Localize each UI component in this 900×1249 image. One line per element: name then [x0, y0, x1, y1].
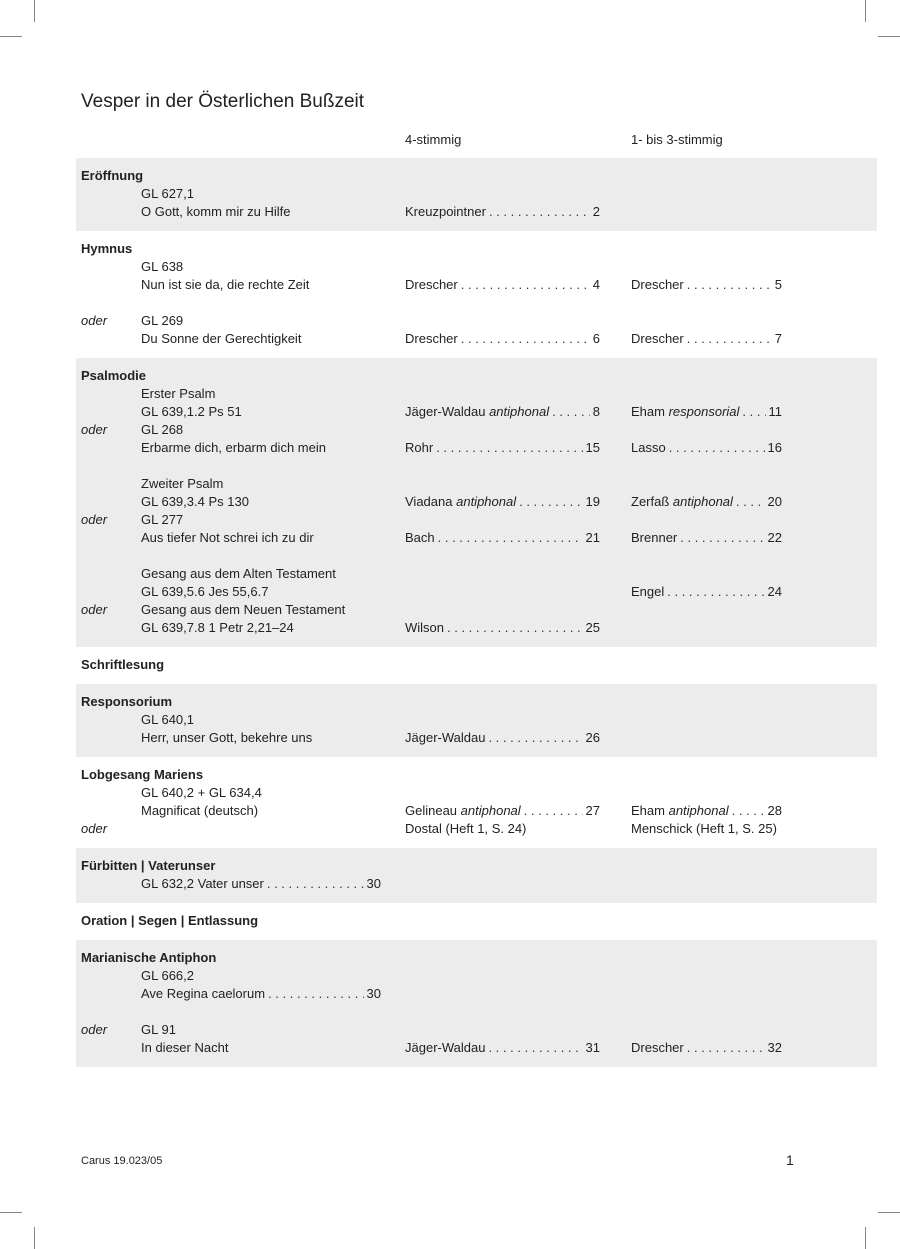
- composer-name: Brenner: [631, 530, 678, 545]
- dot-leader: [488, 729, 582, 747]
- page-ref: 22: [767, 530, 782, 545]
- chant-title: Herr, unser Gott, bekehre uns: [141, 730, 313, 745]
- one-to-three-voice-setting: [631, 802, 782, 820]
- composer: [631, 583, 664, 601]
- table-row: [76, 276, 877, 294]
- alternative-label: oder: [81, 512, 108, 527]
- performance-style: antiphonal: [489, 404, 550, 419]
- section: [76, 647, 877, 684]
- crop-mark: [865, 0, 866, 22]
- dot-leader: [552, 403, 590, 421]
- composer: [405, 403, 549, 421]
- section: [76, 757, 877, 848]
- dot-leader: [267, 875, 364, 893]
- dot-leader: [489, 203, 590, 221]
- chant-title: GL 639,7.8 1 Petr 2,21–24: [141, 620, 294, 635]
- chant-title: GL 639,1.2 Ps 51: [141, 404, 242, 419]
- section: [76, 903, 877, 940]
- chant-entry: [141, 875, 381, 893]
- composer: [405, 802, 521, 820]
- table-row: [76, 203, 877, 221]
- dot-leader: [268, 985, 363, 1003]
- table-row: [76, 330, 877, 348]
- table-row: [76, 439, 877, 457]
- dot-leader: [461, 330, 590, 348]
- dot-leader: [687, 276, 772, 294]
- dot-leader: [742, 403, 765, 421]
- table-row: [76, 985, 877, 1003]
- composer: [631, 439, 666, 457]
- page-ref: 6: [592, 331, 600, 346]
- table-row: [76, 693, 877, 711]
- composer: [631, 529, 677, 547]
- section: [76, 684, 877, 757]
- one-to-three-voice-setting: [631, 439, 782, 457]
- page-ref: 16: [767, 440, 782, 455]
- dot-leader: [732, 802, 765, 820]
- composer: [405, 493, 516, 511]
- composer-name: Drescher: [631, 1040, 684, 1055]
- dot-leader: [667, 583, 764, 601]
- section: [76, 231, 877, 358]
- four-voice-setting: [405, 619, 600, 637]
- section-heading: Eröffnung: [81, 168, 144, 183]
- four-voice-setting: [405, 330, 600, 348]
- table-row: [76, 457, 877, 475]
- page-ref: 27: [585, 803, 600, 818]
- four-voice-setting: [405, 1039, 600, 1057]
- chant-title: Erster Psalm: [141, 386, 216, 401]
- table-row: [76, 601, 877, 619]
- composer-name: Viadana: [405, 494, 453, 509]
- table-row: [76, 185, 877, 203]
- page-ref: 20: [767, 494, 782, 509]
- dot-leader: [736, 493, 765, 511]
- composer-name: Drescher: [405, 277, 458, 292]
- table-row: [76, 857, 877, 875]
- page-ref: 7: [774, 331, 782, 346]
- composer-name: Drescher: [405, 331, 458, 346]
- composer-name: Zerfaß: [631, 494, 670, 509]
- one-to-three-voice-setting: [631, 276, 782, 294]
- composer: [631, 493, 733, 511]
- table-row: [76, 421, 877, 439]
- chant-title: GL 640,1: [141, 712, 195, 727]
- four-voice-setting: [405, 276, 600, 294]
- crop-mark: [0, 1212, 22, 1213]
- page-ref: 15: [585, 440, 600, 455]
- crop-mark: [34, 1227, 35, 1249]
- dot-leader: [680, 529, 764, 547]
- chant-title: Magnificat (deutsch): [141, 803, 259, 818]
- chant-title: Erbarme dich, erbarm dich mein: [141, 440, 326, 455]
- chant-title: Gesang aus dem Neuen Testament: [141, 602, 346, 617]
- alternative-label: oder: [81, 422, 108, 437]
- chant-title: Gesang aus dem Alten Testament: [141, 566, 336, 581]
- one-to-three-voice-setting: [631, 1039, 782, 1057]
- chant-title: Du Sonne der Gerechtigkeit: [141, 331, 302, 346]
- dot-leader: [524, 802, 583, 820]
- page-ref: 25: [585, 620, 600, 635]
- performance-style: antiphonal: [672, 494, 733, 509]
- chant-title: GL 666,2: [141, 968, 195, 983]
- section-heading: Oration | Segen | Entlassung: [81, 913, 259, 928]
- table-row: [76, 529, 877, 547]
- composer-name: Engel: [631, 584, 665, 599]
- table-row: [76, 912, 877, 930]
- composer: [405, 529, 435, 547]
- page-ref: 30: [366, 986, 381, 1001]
- table-row: [76, 656, 877, 674]
- table-row: [76, 1003, 877, 1021]
- section-heading: Hymnus: [81, 241, 133, 256]
- alternative-label: oder: [81, 1022, 108, 1037]
- composer-name: Jäger-Waldau: [405, 1040, 486, 1055]
- alternative-label: oder: [81, 821, 108, 836]
- chant-title: GL 639,5.6 Jes 55,6.7: [141, 584, 269, 599]
- page-ref: 4: [592, 277, 600, 292]
- chant-title: Nun ist sie da, die rechte Zeit: [141, 277, 310, 292]
- column-header-4-stimmig: 4-stimmig: [405, 132, 462, 147]
- page-ref: 19: [585, 494, 600, 509]
- table-row: [76, 167, 877, 185]
- table-row: [76, 403, 877, 421]
- chant-title: Aus tiefer Not schrei ich zu dir: [141, 530, 314, 545]
- one-to-three-voice-setting: [631, 820, 782, 838]
- table-row: [76, 511, 877, 529]
- table-row: [76, 711, 877, 729]
- section: [76, 158, 877, 231]
- composer: [631, 330, 684, 348]
- composer-name: Eham: [631, 803, 665, 818]
- page-ref: 31: [585, 1040, 600, 1055]
- page-ref: 21: [585, 530, 600, 545]
- dot-leader: [519, 493, 582, 511]
- four-voice-setting: [405, 802, 600, 820]
- dot-leader: [447, 619, 583, 637]
- page-ref: 32: [767, 1040, 782, 1055]
- table-row: [76, 583, 877, 601]
- section: [76, 940, 877, 1067]
- composer-name: Eham: [631, 404, 665, 419]
- table-row: [76, 312, 877, 330]
- composer: [405, 729, 485, 747]
- dot-leader: [488, 1039, 582, 1057]
- section: [76, 358, 877, 647]
- composer-name: Rohr: [405, 440, 434, 455]
- table-row: [76, 385, 877, 403]
- chant-title: GL 632,2 Vater unser: [141, 876, 264, 891]
- chant-title: In dieser Nacht: [141, 1040, 229, 1055]
- page-ref: 26: [585, 730, 600, 745]
- section: [76, 848, 877, 903]
- table-row: [76, 1021, 877, 1039]
- table-row: [76, 820, 877, 838]
- page-ref: 28: [767, 803, 782, 818]
- publisher-reference: Carus 19.023/05: [81, 1155, 163, 1167]
- chant-title: O Gott, komm mir zu Hilfe: [141, 204, 291, 219]
- chant-title: GL 638: [141, 259, 184, 274]
- alternative-label: oder: [81, 602, 108, 617]
- chant-title: GL 91: [141, 1022, 176, 1037]
- crop-mark: [878, 1212, 900, 1213]
- composer: [631, 403, 739, 421]
- composer-name: Jäger-Waldau: [405, 730, 486, 745]
- composer-name: Lasso: [631, 440, 666, 455]
- one-to-three-voice-setting: [631, 529, 782, 547]
- composer: [405, 619, 444, 637]
- page-number: 1: [786, 1152, 794, 1168]
- chant-title: GL 640,2 + GL 634,4: [141, 785, 262, 800]
- table-row: [76, 729, 877, 747]
- table-row: [76, 784, 877, 802]
- one-to-three-voice-setting: [631, 493, 782, 511]
- composer-name: Wilson: [405, 620, 445, 635]
- performance-style: antiphonal: [460, 803, 521, 818]
- composer-name: Bach: [405, 530, 435, 545]
- dot-leader: [687, 330, 772, 348]
- section-heading: Psalmodie: [81, 368, 147, 383]
- page-ref: 8: [592, 404, 600, 419]
- composer: [631, 276, 684, 294]
- table-row: [76, 258, 877, 276]
- performance-style: antiphonal: [668, 803, 729, 818]
- chant-title: GL 268: [141, 422, 184, 437]
- crop-mark: [34, 0, 35, 22]
- one-to-three-voice-setting: [631, 330, 782, 348]
- table-row: [76, 294, 877, 312]
- table-row: [76, 1039, 877, 1057]
- dot-leader: [687, 1039, 765, 1057]
- table-row: [76, 475, 877, 493]
- composer-name: Gelineau: [405, 803, 458, 818]
- composer: [405, 1039, 485, 1057]
- composer: [405, 439, 433, 457]
- dot-leader: [436, 439, 582, 457]
- four-voice-setting: [405, 529, 600, 547]
- composer-name: Drescher: [631, 277, 684, 292]
- table-row: [76, 240, 877, 258]
- chant-entry: [141, 985, 381, 1003]
- composer-name: Drescher: [631, 331, 684, 346]
- composer-name: Jäger-Waldau: [405, 404, 486, 419]
- four-voice-setting: [405, 493, 600, 511]
- page-ref: 5: [774, 277, 782, 292]
- section-heading: Fürbitten | Vaterunser: [81, 858, 216, 873]
- chant-title: Ave Regina caelorum: [141, 986, 266, 1001]
- dot-leader: [461, 276, 590, 294]
- table-row: [76, 875, 877, 893]
- alternative-label: oder: [81, 313, 108, 328]
- one-to-three-voice-setting: [631, 583, 782, 601]
- composer: [405, 276, 458, 294]
- section-heading: Responsorium: [81, 694, 173, 709]
- entry-text: Menschick (Heft 1, S. 25): [631, 821, 777, 836]
- entry-text: Dostal (Heft 1, S. 24): [405, 821, 527, 836]
- composer: [405, 330, 458, 348]
- table-row: [76, 565, 877, 583]
- chant-title: GL 269: [141, 313, 184, 328]
- table-row: [76, 619, 877, 637]
- table-row: [76, 367, 877, 385]
- performance-style: antiphonal: [456, 494, 517, 509]
- section-heading: Schriftlesung: [81, 657, 165, 672]
- table-row: [76, 802, 877, 820]
- composer: [631, 1039, 684, 1057]
- dot-leader: [438, 529, 583, 547]
- chant-title: GL 639,3.4 Ps 130: [141, 494, 249, 509]
- performance-style: responsorial: [668, 404, 740, 419]
- four-voice-setting: [405, 403, 600, 421]
- chant-title: GL 277: [141, 512, 184, 527]
- four-voice-setting: [405, 439, 600, 457]
- chant-title: Zweiter Psalm: [141, 476, 224, 491]
- section-heading: Marianische Antiphon: [81, 950, 217, 965]
- chant-title: GL 627,1: [141, 186, 195, 201]
- one-to-three-voice-setting: [631, 403, 782, 421]
- composer: [631, 802, 729, 820]
- table-row: [76, 967, 877, 985]
- table-row: [76, 766, 877, 784]
- section-heading: Lobgesang Mariens: [81, 767, 204, 782]
- column-header-1-3-stimmig: 1- bis 3-stimmig: [631, 132, 723, 147]
- composer: [405, 203, 486, 221]
- page-ref: 24: [767, 584, 782, 599]
- table-row: [76, 547, 877, 565]
- dot-leader: [669, 439, 765, 457]
- contents-table: [76, 158, 877, 1067]
- crop-mark: [0, 36, 22, 37]
- page-title: Vesper in der Österlichen Bußzeit: [81, 91, 365, 112]
- four-voice-setting: [405, 820, 600, 838]
- crop-mark: [878, 36, 900, 37]
- page-ref: 11: [768, 404, 782, 419]
- four-voice-setting: [405, 203, 600, 221]
- four-voice-setting: [405, 729, 600, 747]
- table-row: [76, 949, 877, 967]
- page-ref: 2: [592, 204, 600, 219]
- page-ref: 30: [366, 876, 381, 891]
- crop-mark: [865, 1227, 866, 1249]
- table-row: [76, 493, 877, 511]
- composer-name: Kreuzpointner: [405, 204, 486, 219]
